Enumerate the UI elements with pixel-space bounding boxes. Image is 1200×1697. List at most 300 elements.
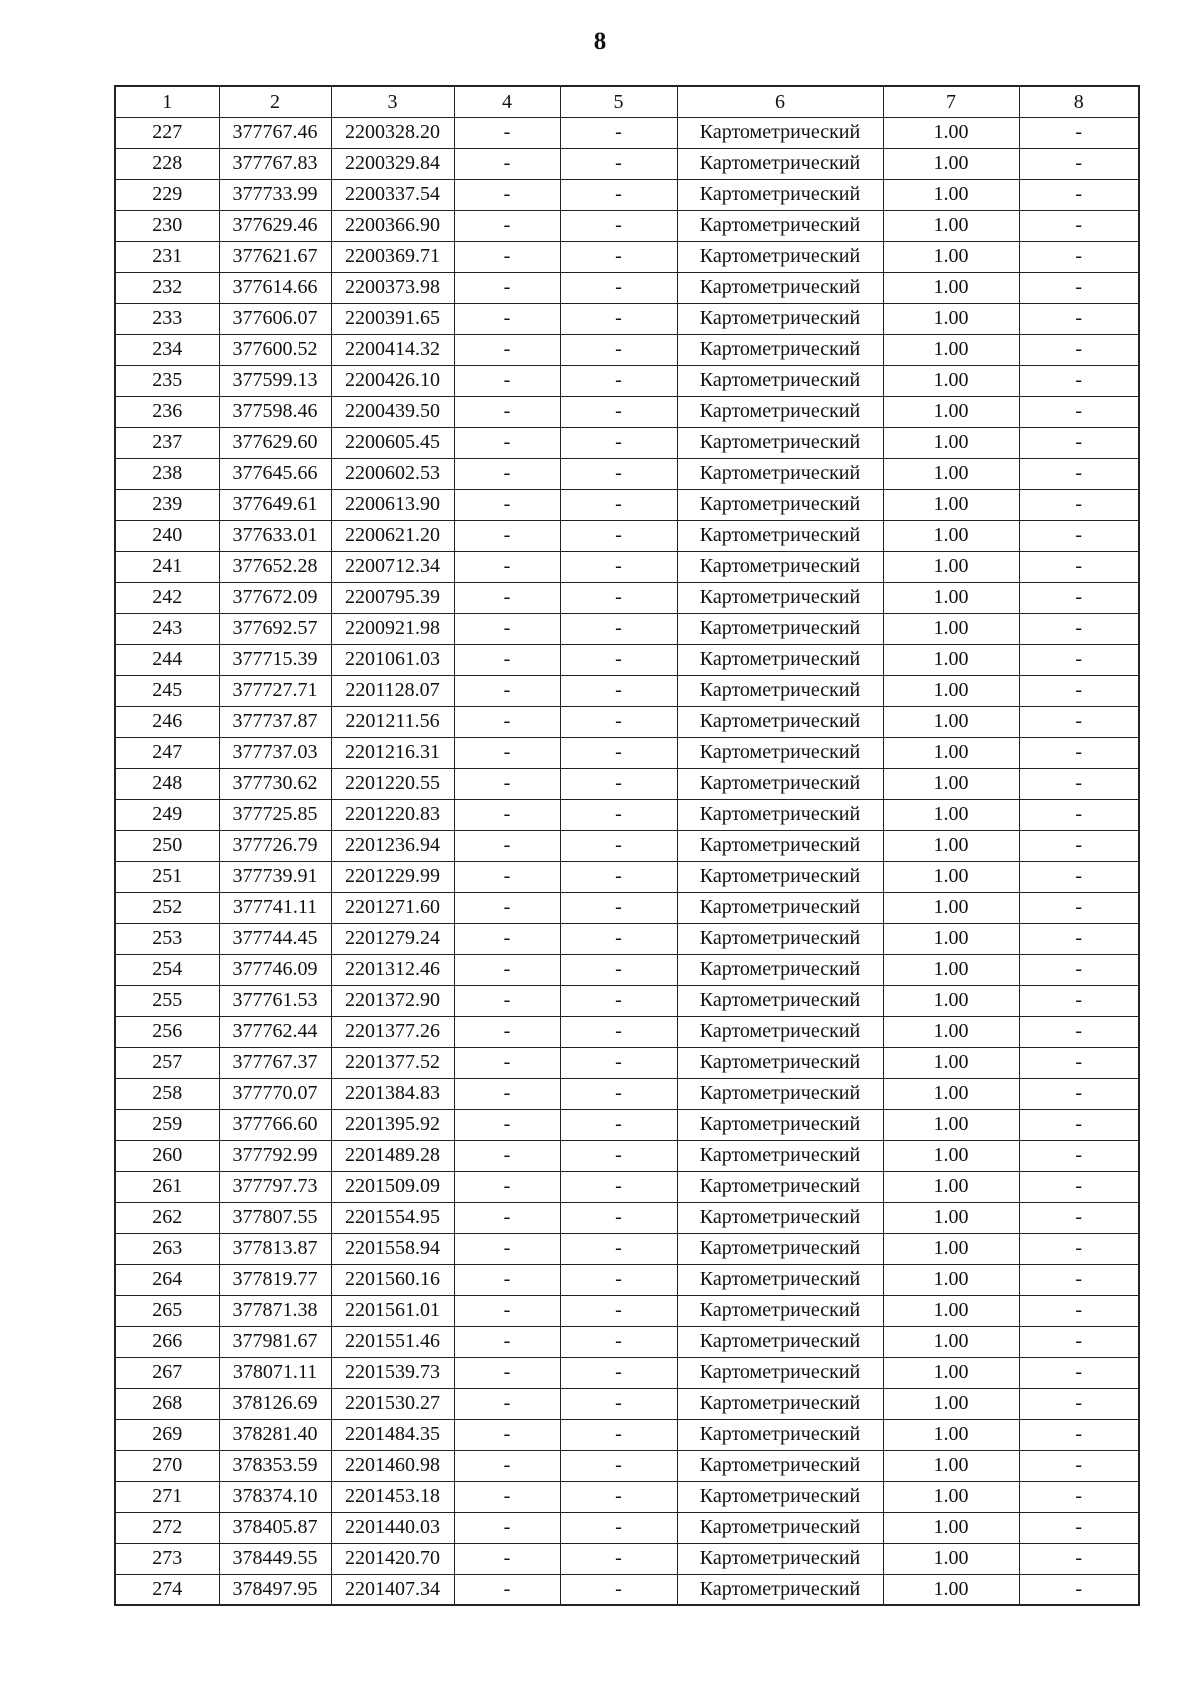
- point-number-cell: 237: [115, 427, 219, 458]
- col-4-value-cell: -: [454, 830, 560, 861]
- point-number-cell: 232: [115, 272, 219, 303]
- coord-y-cell: 2201384.83: [331, 1078, 454, 1109]
- coord-x-cell: 377633.01: [219, 520, 331, 551]
- col-5-value-cell: -: [560, 1202, 677, 1233]
- method-cell: Картометрический: [677, 1233, 883, 1264]
- col-4-value-cell: -: [454, 272, 560, 303]
- coord-y-cell: 2201229.99: [331, 861, 454, 892]
- accuracy-cell: 1.00: [883, 179, 1019, 210]
- method-cell: Картометрический: [677, 706, 883, 737]
- accuracy-cell: 1.00: [883, 1295, 1019, 1326]
- accuracy-cell: 1.00: [883, 396, 1019, 427]
- point-number-cell: 265: [115, 1295, 219, 1326]
- col-8-value-cell: -: [1019, 830, 1139, 861]
- method-cell: Картометрический: [677, 644, 883, 675]
- col-4-value-cell: -: [454, 706, 560, 737]
- col-8-value-cell: -: [1019, 427, 1139, 458]
- col-8-value-cell: -: [1019, 179, 1139, 210]
- table-row: [115, 551, 1139, 582]
- coord-y-cell: 2201216.31: [331, 737, 454, 768]
- col-4-value-cell: -: [454, 892, 560, 923]
- coord-x-cell: 377614.66: [219, 272, 331, 303]
- point-number-cell: 238: [115, 458, 219, 489]
- col-5-value-cell: -: [560, 706, 677, 737]
- col-4-value-cell: -: [454, 737, 560, 768]
- accuracy-cell: 1.00: [883, 334, 1019, 365]
- col-8-value-cell: -: [1019, 1574, 1139, 1605]
- col-4-value-cell: -: [454, 644, 560, 675]
- column-header-7: 7: [883, 86, 1019, 117]
- coord-x-cell: 377981.67: [219, 1326, 331, 1357]
- coord-x-cell: 377766.60: [219, 1109, 331, 1140]
- method-cell: Картометрический: [677, 1202, 883, 1233]
- col-5-value-cell: -: [560, 1450, 677, 1481]
- coord-x-cell: 377767.46: [219, 117, 331, 148]
- method-cell: Картометрический: [677, 1419, 883, 1450]
- col-5-value-cell: -: [560, 1419, 677, 1450]
- coord-x-cell: 377726.79: [219, 830, 331, 861]
- accuracy-cell: 1.00: [883, 148, 1019, 179]
- point-number-cell: 267: [115, 1357, 219, 1388]
- col-8-value-cell: -: [1019, 892, 1139, 923]
- col-8-value-cell: -: [1019, 861, 1139, 892]
- column-header-2: 2: [219, 86, 331, 117]
- method-cell: Картометрический: [677, 737, 883, 768]
- coord-y-cell: 2200391.65: [331, 303, 454, 334]
- method-cell: Картометрический: [677, 365, 883, 396]
- col-5-value-cell: -: [560, 1543, 677, 1574]
- coord-x-cell: 377813.87: [219, 1233, 331, 1264]
- col-4-value-cell: -: [454, 1078, 560, 1109]
- coord-y-cell: 2201539.73: [331, 1357, 454, 1388]
- accuracy-cell: 1.00: [883, 241, 1019, 272]
- coord-x-cell: 377871.38: [219, 1295, 331, 1326]
- accuracy-cell: 1.00: [883, 1326, 1019, 1357]
- coord-y-cell: 2200414.32: [331, 334, 454, 365]
- col-4-value-cell: -: [454, 1543, 560, 1574]
- point-number-cell: 245: [115, 675, 219, 706]
- col-4-value-cell: -: [454, 861, 560, 892]
- method-cell: Картометрический: [677, 303, 883, 334]
- point-number-cell: 268: [115, 1388, 219, 1419]
- accuracy-cell: 1.00: [883, 117, 1019, 148]
- accuracy-cell: 1.00: [883, 1388, 1019, 1419]
- method-cell: Картометрический: [677, 148, 883, 179]
- method-cell: Картометрический: [677, 1574, 883, 1605]
- coord-x-cell: 377727.71: [219, 675, 331, 706]
- table-row: [115, 1233, 1139, 1264]
- col-4-value-cell: -: [454, 1140, 560, 1171]
- coord-y-cell: 2201279.24: [331, 923, 454, 954]
- point-number-cell: 239: [115, 489, 219, 520]
- table-row: [115, 892, 1139, 923]
- col-8-value-cell: -: [1019, 1109, 1139, 1140]
- accuracy-cell: 1.00: [883, 768, 1019, 799]
- table-row: [115, 1047, 1139, 1078]
- col-4-value-cell: -: [454, 365, 560, 396]
- col-5-value-cell: -: [560, 272, 677, 303]
- col-8-value-cell: -: [1019, 458, 1139, 489]
- method-cell: Картометрический: [677, 768, 883, 799]
- col-5-value-cell: -: [560, 954, 677, 985]
- accuracy-cell: 1.00: [883, 1543, 1019, 1574]
- column-header-6: 6: [677, 86, 883, 117]
- method-cell: Картометрический: [677, 861, 883, 892]
- col-5-value-cell: -: [560, 1357, 677, 1388]
- table-row: [115, 1543, 1139, 1574]
- col-5-value-cell: -: [560, 1574, 677, 1605]
- coord-x-cell: 377797.73: [219, 1171, 331, 1202]
- accuracy-cell: 1.00: [883, 1171, 1019, 1202]
- table-row: [115, 954, 1139, 985]
- col-4-value-cell: -: [454, 1574, 560, 1605]
- col-4-value-cell: -: [454, 1357, 560, 1388]
- method-cell: Картометрический: [677, 1140, 883, 1171]
- accuracy-cell: 1.00: [883, 1233, 1019, 1264]
- accuracy-cell: 1.00: [883, 303, 1019, 334]
- coord-y-cell: 2200605.45: [331, 427, 454, 458]
- accuracy-cell: 1.00: [883, 1512, 1019, 1543]
- col-4-value-cell: -: [454, 1016, 560, 1047]
- coord-y-cell: 2201420.70: [331, 1543, 454, 1574]
- accuracy-cell: 1.00: [883, 1047, 1019, 1078]
- method-cell: Картометрический: [677, 1357, 883, 1388]
- table-row: [115, 1202, 1139, 1233]
- coord-x-cell: 377672.09: [219, 582, 331, 613]
- col-5-value-cell: -: [560, 737, 677, 768]
- point-number-cell: 262: [115, 1202, 219, 1233]
- method-cell: Картометрический: [677, 1264, 883, 1295]
- coord-x-cell: 377730.62: [219, 768, 331, 799]
- col-4-value-cell: -: [454, 489, 560, 520]
- table-row: [115, 1512, 1139, 1543]
- col-5-value-cell: -: [560, 1388, 677, 1419]
- point-number-cell: 260: [115, 1140, 219, 1171]
- col-4-value-cell: -: [454, 954, 560, 985]
- table-row: [115, 489, 1139, 520]
- coord-y-cell: 2201484.35: [331, 1419, 454, 1450]
- method-cell: Картометрический: [677, 985, 883, 1016]
- method-cell: Картометрический: [677, 1016, 883, 1047]
- col-4-value-cell: -: [454, 1512, 560, 1543]
- col-5-value-cell: -: [560, 675, 677, 706]
- accuracy-cell: 1.00: [883, 1016, 1019, 1047]
- col-5-value-cell: -: [560, 1016, 677, 1047]
- coord-x-cell: 378071.11: [219, 1357, 331, 1388]
- col-5-value-cell: -: [560, 613, 677, 644]
- coord-x-cell: 377606.07: [219, 303, 331, 334]
- col-8-value-cell: -: [1019, 582, 1139, 613]
- table-row: [115, 737, 1139, 768]
- point-number-cell: 241: [115, 551, 219, 582]
- coord-y-cell: 2200426.10: [331, 365, 454, 396]
- point-number-cell: 230: [115, 210, 219, 241]
- col-8-value-cell: -: [1019, 210, 1139, 241]
- coord-x-cell: 377733.99: [219, 179, 331, 210]
- table-row: [115, 396, 1139, 427]
- col-8-value-cell: -: [1019, 551, 1139, 582]
- accuracy-cell: 1.00: [883, 1109, 1019, 1140]
- point-number-cell: 264: [115, 1264, 219, 1295]
- coord-y-cell: 2200329.84: [331, 148, 454, 179]
- coord-y-cell: 2201395.92: [331, 1109, 454, 1140]
- table-row: [115, 830, 1139, 861]
- coord-x-cell: 377737.03: [219, 737, 331, 768]
- method-cell: Картометрический: [677, 1047, 883, 1078]
- coord-y-cell: 2201554.95: [331, 1202, 454, 1233]
- table-row: [115, 427, 1139, 458]
- col-5-value-cell: -: [560, 179, 677, 210]
- col-5-value-cell: -: [560, 1047, 677, 1078]
- point-number-cell: 234: [115, 334, 219, 365]
- coord-x-cell: 377739.91: [219, 861, 331, 892]
- coord-x-cell: 378497.95: [219, 1574, 331, 1605]
- col-5-value-cell: -: [560, 489, 677, 520]
- table-row: [115, 644, 1139, 675]
- coord-x-cell: 377645.66: [219, 458, 331, 489]
- coord-y-cell: 2201489.28: [331, 1140, 454, 1171]
- method-cell: Картометрический: [677, 1450, 883, 1481]
- point-number-cell: 227: [115, 117, 219, 148]
- table-row: [115, 1388, 1139, 1419]
- col-8-value-cell: -: [1019, 985, 1139, 1016]
- coord-y-cell: 2201551.46: [331, 1326, 454, 1357]
- coordinates-table: [114, 85, 1140, 1606]
- point-number-cell: 246: [115, 706, 219, 737]
- col-8-value-cell: -: [1019, 396, 1139, 427]
- accuracy-cell: 1.00: [883, 1574, 1019, 1605]
- point-number-cell: 235: [115, 365, 219, 396]
- col-4-value-cell: -: [454, 799, 560, 830]
- point-number-cell: 250: [115, 830, 219, 861]
- method-cell: Картометрический: [677, 1171, 883, 1202]
- coord-y-cell: 2201440.03: [331, 1512, 454, 1543]
- method-cell: Картометрический: [677, 396, 883, 427]
- table-row: [115, 613, 1139, 644]
- method-cell: Картометрический: [677, 179, 883, 210]
- col-4-value-cell: -: [454, 1171, 560, 1202]
- coord-x-cell: 377807.55: [219, 1202, 331, 1233]
- coord-y-cell: 2200373.98: [331, 272, 454, 303]
- coord-y-cell: 2201372.90: [331, 985, 454, 1016]
- coord-y-cell: 2200328.20: [331, 117, 454, 148]
- point-number-cell: 255: [115, 985, 219, 1016]
- table-row: [115, 1078, 1139, 1109]
- col-4-value-cell: -: [454, 117, 560, 148]
- point-number-cell: 273: [115, 1543, 219, 1574]
- table-row: [115, 799, 1139, 830]
- page-number: 8: [593, 28, 607, 55]
- table-row: [115, 179, 1139, 210]
- coord-x-cell: 378281.40: [219, 1419, 331, 1450]
- col-4-value-cell: -: [454, 1233, 560, 1264]
- col-8-value-cell: -: [1019, 1264, 1139, 1295]
- table-row: [115, 1450, 1139, 1481]
- coord-x-cell: 377629.46: [219, 210, 331, 241]
- col-8-value-cell: -: [1019, 923, 1139, 954]
- col-4-value-cell: -: [454, 1109, 560, 1140]
- method-cell: Картометрический: [677, 520, 883, 551]
- point-number-cell: 274: [115, 1574, 219, 1605]
- method-cell: Картометрический: [677, 1109, 883, 1140]
- coord-x-cell: 377715.39: [219, 644, 331, 675]
- table-row: [115, 1171, 1139, 1202]
- col-8-value-cell: -: [1019, 675, 1139, 706]
- point-number-cell: 236: [115, 396, 219, 427]
- col-4-value-cell: -: [454, 1202, 560, 1233]
- accuracy-cell: 1.00: [883, 737, 1019, 768]
- col-5-value-cell: -: [560, 830, 677, 861]
- method-cell: Картометрический: [677, 241, 883, 272]
- accuracy-cell: 1.00: [883, 1078, 1019, 1109]
- col-4-value-cell: -: [454, 923, 560, 954]
- method-cell: Картометрический: [677, 1512, 883, 1543]
- table-row: [115, 334, 1139, 365]
- coord-y-cell: 2201236.94: [331, 830, 454, 861]
- point-number-cell: 261: [115, 1171, 219, 1202]
- col-5-value-cell: -: [560, 644, 677, 675]
- coord-y-cell: 2200613.90: [331, 489, 454, 520]
- accuracy-cell: 1.00: [883, 830, 1019, 861]
- coord-y-cell: 2201211.56: [331, 706, 454, 737]
- col-8-value-cell: -: [1019, 1140, 1139, 1171]
- method-cell: Картометрический: [677, 1543, 883, 1574]
- col-8-value-cell: -: [1019, 117, 1139, 148]
- col-5-value-cell: -: [560, 241, 677, 272]
- col-5-value-cell: -: [560, 1078, 677, 1109]
- header-row: [115, 86, 1139, 117]
- col-8-value-cell: -: [1019, 613, 1139, 644]
- accuracy-cell: 1.00: [883, 582, 1019, 613]
- table-row: [115, 1574, 1139, 1605]
- col-8-value-cell: -: [1019, 1450, 1139, 1481]
- col-5-value-cell: -: [560, 365, 677, 396]
- coord-x-cell: 377737.87: [219, 706, 331, 737]
- col-4-value-cell: -: [454, 1047, 560, 1078]
- point-number-cell: 233: [115, 303, 219, 334]
- col-4-value-cell: -: [454, 303, 560, 334]
- accuracy-cell: 1.00: [883, 210, 1019, 241]
- point-number-cell: 254: [115, 954, 219, 985]
- point-number-cell: 271: [115, 1481, 219, 1512]
- coord-x-cell: 378353.59: [219, 1450, 331, 1481]
- coord-y-cell: 2201312.46: [331, 954, 454, 985]
- accuracy-cell: 1.00: [883, 551, 1019, 582]
- method-cell: Картометрический: [677, 1388, 883, 1419]
- table-row: [115, 1326, 1139, 1357]
- col-4-value-cell: -: [454, 1295, 560, 1326]
- method-cell: Картометрический: [677, 1481, 883, 1512]
- col-8-value-cell: -: [1019, 1233, 1139, 1264]
- col-8-value-cell: -: [1019, 303, 1139, 334]
- col-5-value-cell: -: [560, 551, 677, 582]
- coord-y-cell: 2200337.54: [331, 179, 454, 210]
- col-8-value-cell: -: [1019, 1481, 1139, 1512]
- table-row: [115, 272, 1139, 303]
- col-8-value-cell: -: [1019, 1047, 1139, 1078]
- accuracy-cell: 1.00: [883, 954, 1019, 985]
- accuracy-cell: 1.00: [883, 458, 1019, 489]
- accuracy-cell: 1.00: [883, 1419, 1019, 1450]
- col-5-value-cell: -: [560, 427, 677, 458]
- method-cell: Картометрический: [677, 892, 883, 923]
- col-8-value-cell: -: [1019, 768, 1139, 799]
- coord-x-cell: 377725.85: [219, 799, 331, 830]
- accuracy-cell: 1.00: [883, 1264, 1019, 1295]
- method-cell: Картометрический: [677, 582, 883, 613]
- accuracy-cell: 1.00: [883, 1481, 1019, 1512]
- accuracy-cell: 1.00: [883, 1202, 1019, 1233]
- point-number-cell: 248: [115, 768, 219, 799]
- point-number-cell: 243: [115, 613, 219, 644]
- method-cell: Картометрический: [677, 272, 883, 303]
- point-number-cell: 244: [115, 644, 219, 675]
- coord-y-cell: 2201560.16: [331, 1264, 454, 1295]
- col-4-value-cell: -: [454, 458, 560, 489]
- col-8-value-cell: -: [1019, 334, 1139, 365]
- col-8-value-cell: -: [1019, 1512, 1139, 1543]
- table-row: [115, 365, 1139, 396]
- coord-y-cell: 2201061.03: [331, 644, 454, 675]
- accuracy-cell: 1.00: [883, 675, 1019, 706]
- coord-x-cell: 377767.83: [219, 148, 331, 179]
- point-number-cell: 253: [115, 923, 219, 954]
- accuracy-cell: 1.00: [883, 706, 1019, 737]
- col-8-value-cell: -: [1019, 1202, 1139, 1233]
- point-number-cell: 269: [115, 1419, 219, 1450]
- col-5-value-cell: -: [560, 1264, 677, 1295]
- table-row: [115, 1419, 1139, 1450]
- coord-y-cell: 2200439.50: [331, 396, 454, 427]
- table-row: [115, 1016, 1139, 1047]
- col-4-value-cell: -: [454, 1419, 560, 1450]
- col-4-value-cell: -: [454, 1481, 560, 1512]
- col-4-value-cell: -: [454, 210, 560, 241]
- col-4-value-cell: -: [454, 985, 560, 1016]
- coord-x-cell: 378374.10: [219, 1481, 331, 1512]
- col-4-value-cell: -: [454, 1388, 560, 1419]
- method-cell: Картометрический: [677, 830, 883, 861]
- point-number-cell: 256: [115, 1016, 219, 1047]
- table-row: [115, 117, 1139, 148]
- col-5-value-cell: -: [560, 892, 677, 923]
- accuracy-cell: 1.00: [883, 861, 1019, 892]
- coord-y-cell: 2200795.39: [331, 582, 454, 613]
- table-body: [115, 117, 1139, 1605]
- accuracy-cell: 1.00: [883, 613, 1019, 644]
- table-row: [115, 1140, 1139, 1171]
- point-number-cell: 270: [115, 1450, 219, 1481]
- col-8-value-cell: -: [1019, 1419, 1139, 1450]
- point-number-cell: 249: [115, 799, 219, 830]
- point-number-cell: 247: [115, 737, 219, 768]
- coord-x-cell: 377762.44: [219, 1016, 331, 1047]
- point-number-cell: 272: [115, 1512, 219, 1543]
- col-5-value-cell: -: [560, 861, 677, 892]
- col-5-value-cell: -: [560, 148, 677, 179]
- col-5-value-cell: -: [560, 303, 677, 334]
- table-row: [115, 923, 1139, 954]
- accuracy-cell: 1.00: [883, 427, 1019, 458]
- col-4-value-cell: -: [454, 241, 560, 272]
- table-row: [115, 303, 1139, 334]
- coord-y-cell: 2201377.26: [331, 1016, 454, 1047]
- method-cell: Картометрический: [677, 1295, 883, 1326]
- coord-x-cell: 377761.53: [219, 985, 331, 1016]
- point-number-cell: 240: [115, 520, 219, 551]
- accuracy-cell: 1.00: [883, 1140, 1019, 1171]
- table-row: [115, 1357, 1139, 1388]
